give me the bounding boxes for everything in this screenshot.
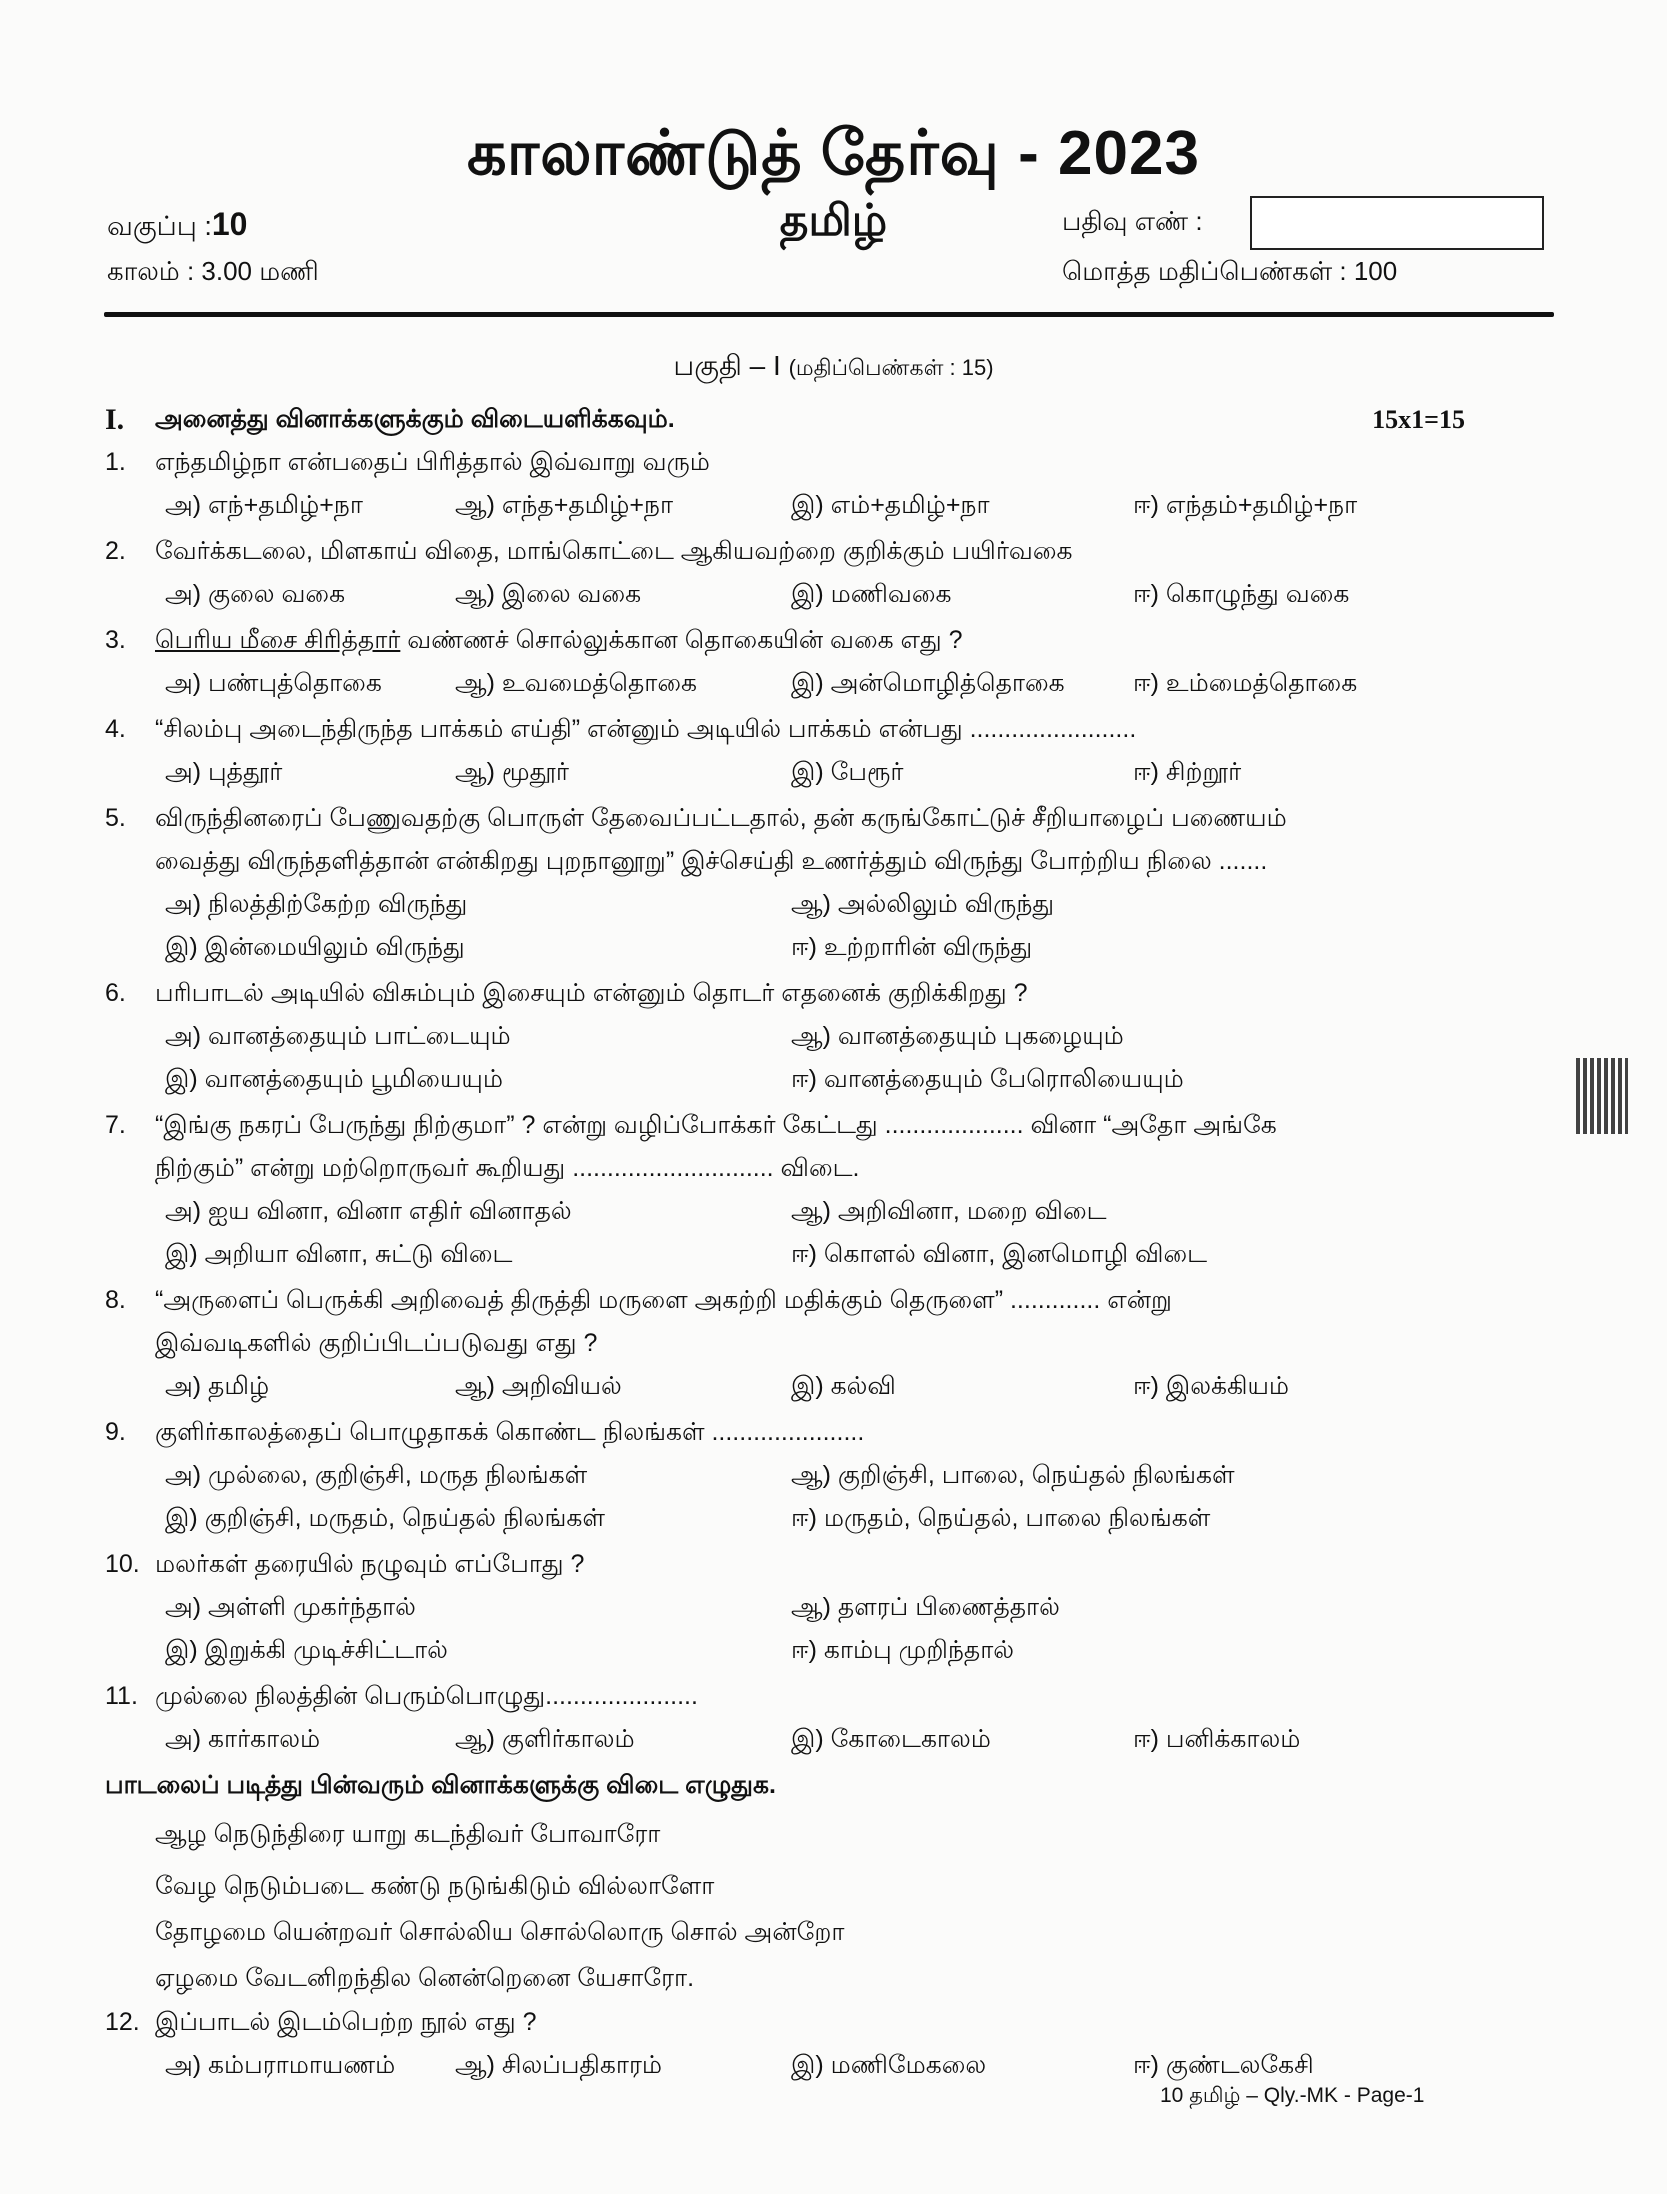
question-number: 7. <box>105 1111 126 1139</box>
option-b: ஆ) மூதூர் <box>455 758 569 786</box>
option-d: ஈ) பனிக்காலம் <box>1133 1725 1301 1753</box>
option-b: ஆ) குளிர்காலம் <box>455 1725 635 1753</box>
option-a: அ) பண்புத்தொகை <box>165 669 382 697</box>
option-a: அ) கார்காலம் <box>165 1725 321 1753</box>
option-a: அ) எந்+தமிழ்+நா <box>165 491 363 519</box>
option-c: இ) மணிவகை <box>791 580 952 608</box>
question-line <box>105 972 1565 1015</box>
question-line <box>105 1322 1565 1365</box>
subject-title: தமிழ் <box>779 196 888 245</box>
question-line <box>105 1543 1565 1586</box>
poem-line: ஏழமை வேடனிறந்தில னென்றெனை யேசாரோ. <box>155 1964 695 1992</box>
options-row <box>105 573 1565 616</box>
page-footer: 10 தமிழ் – Qly.-MK - Page-1 <box>1160 2084 1425 2107</box>
option-d: ஈ) காம்பு முறிந்தால் <box>791 1636 1015 1664</box>
instruction-text: அனைத்து வினாக்களுக்கும் விடையளிக்கவும். <box>155 405 675 433</box>
question-text: வேர்க்கடலை, மிளகாய் விதை, மாங்கொட்டை ஆகியவற்றை குறிக்கும் பயிர்வகை <box>155 537 1073 565</box>
question-line <box>105 619 1565 662</box>
option-b: ஆ) அல்லிலும் விருந்து <box>791 890 1055 918</box>
poem-instruction: பாடலைப் படித்து பின்வரும் வினாக்களுக்கு விடை எழுதுக. <box>105 1771 776 1799</box>
option-a: அ) தமிழ் <box>165 1372 270 1400</box>
question-line <box>105 1675 1565 1718</box>
question-line <box>105 1104 1565 1147</box>
part-heading <box>0 350 1667 386</box>
option-d: ஈ) வானத்தையும் பேரொலியையும் <box>791 1065 1184 1093</box>
question-text: எந்தமிழ்நா என்பதைப் பிரித்தால் இவ்வாறு வரும் <box>155 448 710 476</box>
option-b: ஆ) அறிவியல் <box>455 1372 622 1400</box>
section-marks: 15x1=15 <box>1372 405 1465 434</box>
question-number: 5. <box>105 804 126 832</box>
question-line <box>105 530 1565 573</box>
question-text: மலர்கள் தரையில் நழுவும் எப்போது ? <box>155 1550 585 1578</box>
option-c: இ) மணிமேகலை <box>791 2051 987 2079</box>
header-divider <box>104 312 1554 317</box>
part-marks: (மதிப்பெண்கள் : 15) <box>788 355 994 380</box>
option-b: ஆ) தளரப் பிணைத்தால் <box>791 1593 1060 1621</box>
poem-line: தோழமை யென்றவர் சொல்லிய சொல்லொரு சொல் அன்றோ <box>155 1918 845 1946</box>
question-text: “இங்கு நகரப் பேருந்து நிற்குமா” ? என்று வழிப்போக்கர் கேட்டது .................... வினா “அதோ அங்கே <box>155 1111 1277 1139</box>
option-a: அ) ஐய வினா, வினா எதிர் வினாதல் <box>165 1197 572 1225</box>
option-d: ஈ) உம்மைத்தொகை <box>1133 669 1358 697</box>
question-line <box>105 441 1565 484</box>
underlined-phrase: பெரிய மீசை சிரித்தார் <box>155 626 401 654</box>
section-number: I. <box>105 403 125 436</box>
question-12 <box>105 2001 1565 2044</box>
question-text: பரிபாடல் அடியில் விசும்பும் இசையும் என்னும் தொடர் எதனைக் குறிக்கிறது ? <box>155 979 1028 1007</box>
option-c: இ) பேரூர் <box>791 758 904 786</box>
question-text: “சிலம்பு அடைந்திருந்த பாக்கம் எய்தி” என்னும் அடியில் பாக்கம் என்பது ........................ <box>155 715 1137 743</box>
question-line <box>105 1279 1565 1322</box>
question-text: வைத்து விருந்தளித்தான் என்கிறது புறநானூறு” இச்செய்தி உணர்த்தும் விருந்து போற்றிய நிலை ....... <box>155 847 1268 875</box>
class-value: 10 <box>211 206 248 242</box>
question-text-rest: வண்ணச் சொல்லுக்கான தொகையின் வகை எது ? <box>400 626 963 654</box>
question-text <box>155 619 963 662</box>
options-row <box>105 1586 1565 1629</box>
option-d: ஈ) எந்தம்+தமிழ்+நா <box>1133 491 1358 519</box>
question-line <box>105 840 1565 883</box>
question-text: இப்பாடல் இடம்பெற்ற நூல் எது ? <box>155 2008 537 2036</box>
reg-number-box[interactable] <box>1250 196 1544 250</box>
options-row <box>105 1058 1565 1101</box>
option-a: அ) புத்தூர் <box>165 758 283 786</box>
option-c: இ) இன்மையிலும் விருந்து <box>165 933 465 961</box>
options-row <box>105 484 1565 527</box>
option-a: அ) அள்ளி முகர்ந்தால் <box>165 1593 416 1621</box>
option-d: ஈ) மருதம், நெய்தல், பாலை நிலங்கள் <box>791 1504 1211 1532</box>
question-text: குளிர்காலத்தைப் பொழுதாகக் கொண்ட நிலங்கள் ...................... <box>155 1418 865 1446</box>
options-row <box>105 751 1565 794</box>
question-number: 10. <box>105 1550 140 1578</box>
options-row <box>105 926 1565 969</box>
options-row <box>105 1454 1565 1497</box>
option-c: இ) இறுக்கி முடிச்சிட்டால் <box>165 1636 448 1664</box>
option-b: ஆ) அறிவினா, மறை விடை <box>791 1197 1107 1225</box>
option-b: ஆ) எந்த+தமிழ்+நா <box>455 491 674 519</box>
question-number: 8. <box>105 1286 126 1314</box>
options-row <box>105 2044 1565 2087</box>
poem-line: ஆழ நெடுந்திரை யாறு கடந்திவர் போவாரோ <box>155 1820 661 1848</box>
question-list <box>105 441 1565 1764</box>
part-label: பகுதி – I <box>673 350 781 381</box>
question-number: 6. <box>105 979 126 1007</box>
option-b: ஆ) குறிஞ்சி, பாலை, நெய்தல் நிலங்கள் <box>791 1461 1235 1489</box>
option-b: ஆ) சிலப்பதிகாரம் <box>455 2051 662 2079</box>
option-a: அ) கம்பராமாயணம் <box>165 2051 396 2079</box>
options-row <box>105 1718 1565 1761</box>
options-row <box>105 662 1565 705</box>
question-text: முல்லை நிலத்தின் பெரும்பொழுது...................... <box>155 1682 698 1710</box>
option-a: அ) வானத்தையும் பாட்டையும் <box>165 1022 511 1050</box>
option-d: ஈ) கொளல் வினா, இனமொழி விடை <box>791 1240 1208 1268</box>
option-a: அ) முல்லை, குறிஞ்சி, மருத நிலங்கள் <box>165 1461 588 1489</box>
question-number: 2. <box>105 537 126 565</box>
question-number: 12. <box>105 2008 140 2036</box>
reg-label: பதிவு எண் : <box>1062 206 1203 236</box>
option-d: ஈ) குண்டலகேசி <box>1133 2051 1314 2079</box>
options-row <box>105 1629 1565 1672</box>
question-number: 9. <box>105 1418 126 1446</box>
option-c: இ) அறியா வினா, சுட்டு விடை <box>165 1240 513 1268</box>
class-info <box>107 206 247 246</box>
options-row <box>105 1233 1565 1276</box>
options-row <box>105 1497 1565 1540</box>
question-line <box>105 708 1565 751</box>
poem-line: வேழ நெடும்படை கண்டு நடுங்கிடும் வில்லாளோ <box>155 1872 715 1900</box>
option-b: ஆ) வானத்தையும் புகழையும் <box>791 1022 1124 1050</box>
exam-title: காலாண்டுத் தேர்வு - 2023 <box>467 119 1200 188</box>
option-a: அ) நிலத்திற்கேற்ற விருந்து <box>165 890 468 918</box>
option-c: இ) கோடைகாலம் <box>791 1725 991 1753</box>
option-d: ஈ) இலக்கியம் <box>1133 1372 1289 1400</box>
question-number: 1. <box>105 448 126 476</box>
option-d: ஈ) உற்றாரின் விருந்து <box>791 933 1033 961</box>
options-row <box>105 1190 1565 1233</box>
section-instruction <box>105 398 1565 441</box>
option-d: ஈ) சிற்றூர் <box>1133 758 1242 786</box>
option-c: இ) அன்மொழித்தொகை <box>791 669 1065 697</box>
option-c: இ) குறிஞ்சி, மருதம், நெய்தல் நிலங்கள் <box>165 1504 605 1532</box>
question-text: நிற்கும்” என்று மற்றொருவர் கூறியது ............................. விடை. <box>155 1154 860 1182</box>
options-row <box>105 883 1565 926</box>
question-line <box>105 1147 1565 1190</box>
option-d: ஈ) கொழுந்து வகை <box>1133 580 1350 608</box>
question-line <box>105 1411 1565 1454</box>
question-number: 4. <box>105 715 126 743</box>
option-b: ஆ) உவமைத்தொகை <box>455 669 698 697</box>
option-c: இ) எம்+தமிழ்+நா <box>791 491 990 519</box>
options-row <box>105 1365 1565 1408</box>
option-a: அ) குலை வகை <box>165 580 346 608</box>
question-content <box>105 398 1565 2087</box>
options-row <box>105 1015 1565 1058</box>
qr-code-icon <box>1576 1058 1628 1134</box>
option-c: இ) வானத்தையும் பூமியையும் <box>165 1065 503 1093</box>
time-info: காலம் : 3.00 மணி <box>107 256 319 286</box>
question-text: “அருளைப் பெருக்கி அறிவைத் திருத்தி மருளை அகற்றி மதிக்கும் தெருளை” ............. என்று <box>155 1286 1172 1314</box>
question-text: விருந்தினரைப் பேணுவதற்கு பொருள் தேவைப்பட்டதால், தன் கருங்கோட்டுச் சீறியாழைப் பணையம் <box>155 804 1287 832</box>
question-number: 11. <box>105 1682 138 1710</box>
question-text: இவ்வடிகளில் குறிப்பிடப்படுவது எது ? <box>155 1329 598 1357</box>
option-b: ஆ) இலை வகை <box>455 580 642 608</box>
option-c: இ) கல்வி <box>791 1372 896 1400</box>
question-number: 3. <box>105 626 126 654</box>
class-label: வகுப்பு : <box>107 211 212 241</box>
question-line <box>105 797 1565 840</box>
total-marks: மொத்த மதிப்பெண்கள் : 100 <box>1062 256 1398 286</box>
